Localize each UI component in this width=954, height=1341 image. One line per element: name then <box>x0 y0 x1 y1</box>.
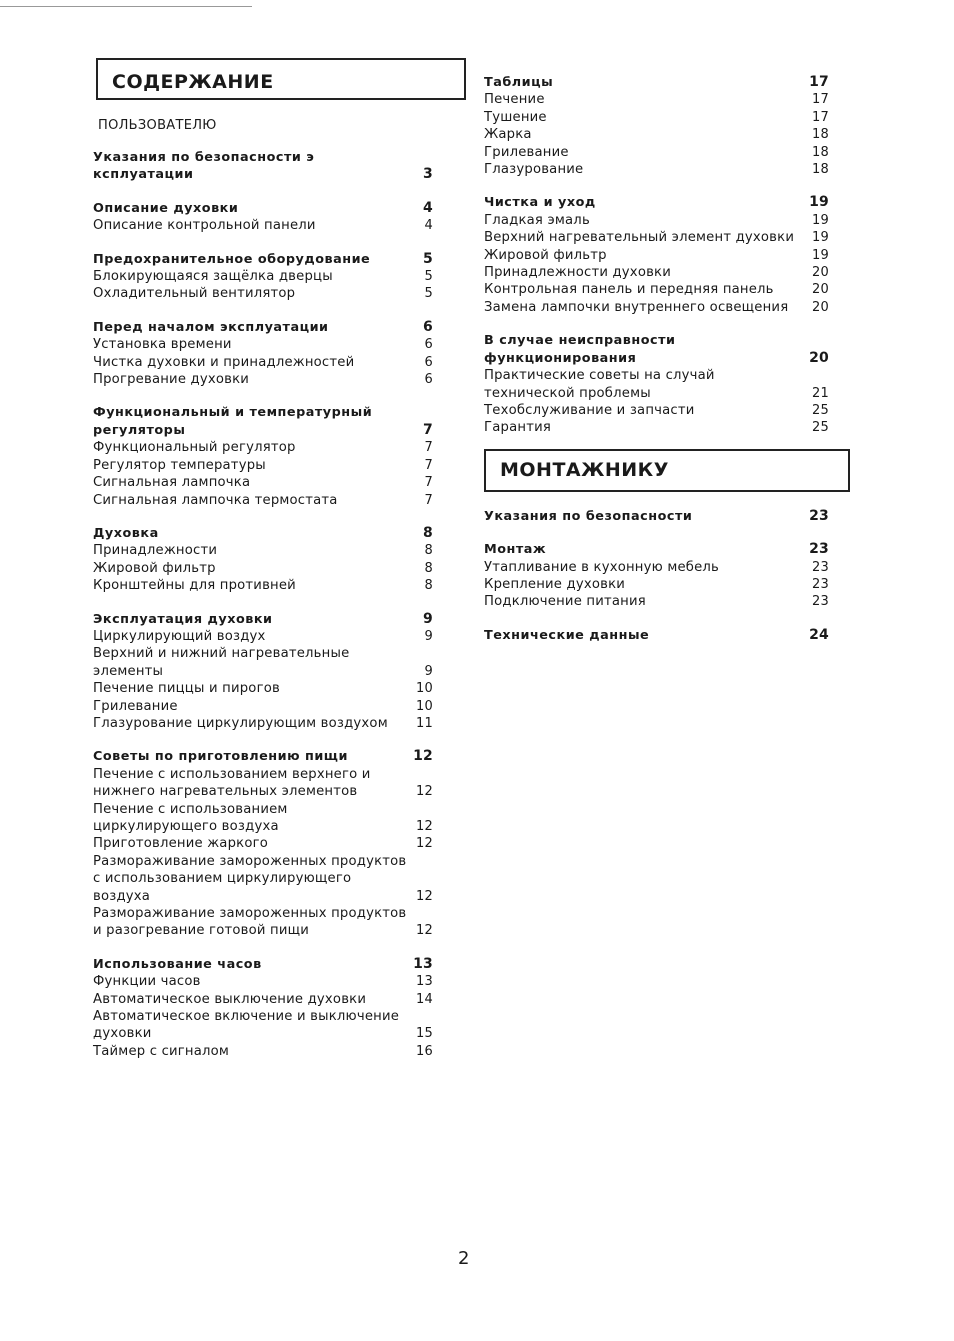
toc-entry-page: 17 <box>812 92 829 108</box>
toc-entry <box>93 715 433 732</box>
toc-entry-text: Регулятор температуры <box>93 457 266 473</box>
toc-entry-text: Верхний и нижний нагревательные элементы <box>93 646 350 679</box>
toc-entry <box>484 264 829 281</box>
toc-entry-page: 20 <box>812 282 829 298</box>
toc-section-title: Монтаж <box>484 542 547 558</box>
toc-section-heading <box>93 956 433 973</box>
toc-entry <box>93 973 433 990</box>
toc-section-page: 4 <box>423 199 433 216</box>
toc-entry-page: 25 <box>812 402 829 418</box>
toc-entry <box>93 645 433 680</box>
toc-section-heading <box>484 541 829 558</box>
installer-toc-sections <box>484 508 829 644</box>
toc-entry-page: 21 <box>812 385 829 401</box>
toc-section-page: 6 <box>423 318 433 335</box>
toc-section-page: 3 <box>423 166 433 183</box>
toc-entry-text: Принадлежности <box>93 543 218 559</box>
toc-entry-page: 8 <box>424 578 433 594</box>
toc-entry-text: Жировой фильтр <box>484 247 607 263</box>
toc-section-page: 12 <box>413 748 433 765</box>
toc-entry-page: 9 <box>424 628 433 644</box>
toc-section-heading <box>93 200 433 217</box>
toc-entry-page: 7 <box>424 492 433 508</box>
toc-entry-page: 15 <box>416 1026 433 1042</box>
toc-entry-text: Печение пиццы и пирогов <box>93 681 280 697</box>
toc-entry-text: Установка времени <box>93 337 232 353</box>
toc-entry-page: 20 <box>812 299 829 315</box>
toc-section-heading <box>484 508 829 525</box>
user-caption: ПОЛЬЗОВАТЕЛЮ <box>98 118 217 133</box>
toc-entry <box>484 576 829 593</box>
toc-entry-text: Кронштейны для противней <box>93 578 296 594</box>
toc-entry-page: 11 <box>416 715 433 731</box>
toc-entry <box>484 247 829 264</box>
toc-entry <box>484 299 829 316</box>
toc-entry <box>93 766 433 801</box>
toc-entry-page: 12 <box>416 923 433 939</box>
toc-section-heading <box>484 332 829 367</box>
toc-entry <box>93 457 433 474</box>
toc-entry-page: 16 <box>416 1043 433 1059</box>
toc-entry-page: 5 <box>424 286 433 302</box>
toc-entry-page: 20 <box>812 265 829 281</box>
toc-section <box>93 251 433 303</box>
toc-entry-page: 19 <box>812 212 829 228</box>
toc-entry <box>93 285 433 302</box>
toc-entry <box>484 419 829 436</box>
toc-section-heading <box>484 194 829 211</box>
toc-entry <box>93 542 433 559</box>
toc-entry-text: Печение с использованием верхнего и нижнего нагревательных элементов <box>93 766 371 800</box>
toc-entry <box>484 126 829 143</box>
toc-entry-page: 13 <box>416 974 433 990</box>
toc-section <box>484 332 829 436</box>
left-toc-sections <box>93 149 433 1060</box>
toc-entry-page: 12 <box>416 836 433 852</box>
toc-entry <box>93 698 433 715</box>
toc-entry-text: Циркулирующий воздух <box>93 628 266 644</box>
toc-section-page: 9 <box>423 610 433 627</box>
toc-section-title: Таблицы <box>484 75 554 90</box>
toc-entry-page: 7 <box>424 457 433 473</box>
toc-entry-text: Крепление духовки <box>484 576 626 592</box>
toc-entry-page: 23 <box>812 594 829 610</box>
toc-entry <box>93 474 433 491</box>
toc-entry-text: Печение <box>484 92 545 108</box>
toc-entry <box>484 559 829 576</box>
toc-section <box>93 149 433 184</box>
toc-section-page: 5 <box>423 250 433 267</box>
toc-entry <box>484 367 829 402</box>
toc-entry-text: Практические советы на случай технической проблемы <box>484 368 715 401</box>
toc-entry-page: 25 <box>812 420 829 436</box>
toc-entry-text: Прогревание духовки <box>93 372 250 388</box>
toc-section <box>93 748 433 939</box>
toc-section-heading <box>484 627 829 644</box>
toc-section-heading <box>93 251 433 268</box>
toc-entry-text: Контрольная панель и передняя панель <box>484 282 774 298</box>
toc-entry-text: Гарантия <box>484 420 551 436</box>
installer-title: МОНТАЖНИКУ <box>484 449 850 492</box>
toc-entry-page: 14 <box>416 991 433 1007</box>
toc-section-page: 23 <box>809 507 829 524</box>
top-rule <box>0 6 252 7</box>
toc-section <box>93 525 433 595</box>
toc-entry <box>484 161 829 178</box>
toc-entry <box>93 801 433 836</box>
toc-entry-page: 9 <box>424 663 433 679</box>
toc-section-heading <box>93 525 433 542</box>
toc-entry-text: Сигнальная лампочка термостата <box>93 492 338 508</box>
toc-entry-text: Блокирующаяся защёлка дверцы <box>93 269 333 285</box>
contents-title: СОДЕРЖАНИЕ <box>96 58 466 100</box>
toc-section-heading <box>484 74 829 91</box>
toc-section-title: Указания по безопасности <box>484 508 693 524</box>
toc-entry-text: Замена лампочки внутреннего освещения <box>484 299 789 315</box>
toc-entry <box>484 212 829 229</box>
toc-entry-text: Размораживание замороженных продуктов и разогревание готовой пищи <box>93 906 407 939</box>
toc-entry-text: Таймер с сигналом <box>93 1043 230 1059</box>
toc-entry-text: Жарка <box>484 127 532 143</box>
toc-section <box>93 319 433 389</box>
toc-entry-text: Глазурование циркулирующим воздухом <box>93 715 388 731</box>
toc-entry-page: 6 <box>424 354 433 370</box>
toc-entry-text: Размораживание замороженных продуктов с использованием циркулирующего воздуха <box>93 853 407 904</box>
toc-entry <box>93 680 433 697</box>
toc-section-title: Чистка и уход <box>484 195 596 211</box>
toc-section-heading <box>93 611 433 628</box>
toc-entry-text: Описание контрольной панели <box>93 218 316 234</box>
toc-entry <box>93 336 433 353</box>
toc-right-column <box>484 58 829 644</box>
toc-section <box>484 194 829 316</box>
toc-entry-page: 19 <box>812 247 829 263</box>
toc-entry <box>93 268 433 285</box>
toc-section-title: Использование часов <box>93 956 262 972</box>
toc-section-page: 17 <box>809 74 829 90</box>
toc-entry <box>93 439 433 456</box>
toc-entry <box>93 560 433 577</box>
toc-entry-text: Глазурование <box>484 162 584 178</box>
toc-section-title: Эксплуатация духовки <box>93 611 273 627</box>
toc-entry-page: 12 <box>416 819 433 834</box>
toc-entry <box>484 402 829 419</box>
toc-entry <box>484 229 829 246</box>
toc-left-column <box>93 58 433 1060</box>
toc-entry-page: 6 <box>424 372 433 388</box>
toc-entry <box>93 492 433 509</box>
toc-entry <box>93 577 433 594</box>
toc-entry <box>93 628 433 645</box>
toc-section-title: Описание духовки <box>93 200 239 216</box>
toc-entry-text: Подключение питания <box>484 594 646 610</box>
toc-section-title: Функциональный и температурный регуляторы <box>93 405 373 438</box>
toc-section-title: Технические данные <box>484 627 650 643</box>
toc-section-heading <box>93 748 433 765</box>
toc-entry <box>93 371 433 388</box>
toc-entry-page: 4 <box>424 218 433 234</box>
toc-entry <box>93 217 433 234</box>
toc-section-title: Перед началом эксплуатации <box>93 319 329 335</box>
toc-entry-text: Техобслуживание и запчасти <box>484 402 695 418</box>
toc-entry-page: 10 <box>416 681 433 697</box>
toc-entry-page: 7 <box>424 440 433 456</box>
toc-entry-page: 18 <box>812 162 829 178</box>
toc-entry <box>93 853 433 905</box>
toc-entry-page: 12 <box>416 888 433 904</box>
toc-entry <box>93 1008 433 1043</box>
toc-section-page: 24 <box>809 626 829 643</box>
toc-entry-page: 10 <box>416 698 433 714</box>
toc-entry-page: 5 <box>424 269 433 285</box>
toc-section <box>93 611 433 733</box>
toc-entry-page: 18 <box>812 144 829 160</box>
toc-entry-text: Принадлежности духовки <box>484 265 671 281</box>
toc-entry <box>93 835 433 852</box>
toc-section-title: Указания по безопасности э ксплуатации <box>93 150 315 183</box>
toc-section-page: 20 <box>809 349 829 366</box>
toc-section <box>484 627 829 644</box>
toc-section-title: В случае неисправности функционирования <box>484 333 676 366</box>
toc-entry-text: Приготовление жаркого <box>93 836 268 852</box>
toc-entry-page: 23 <box>812 559 829 575</box>
toc-entry-page: 17 <box>812 109 829 125</box>
toc-entry-text: Грилевание <box>93 698 178 714</box>
toc-section-title: Духовка <box>93 525 159 541</box>
toc-entry-page: 12 <box>416 784 433 800</box>
toc-entry <box>484 281 829 298</box>
toc-section <box>484 541 829 611</box>
toc-entry-page: 8 <box>424 560 433 576</box>
toc-section-page: 8 <box>423 524 433 541</box>
toc-entry-text: Функциональный регулятор <box>93 440 296 456</box>
toc-entry-text: Сигнальная лампочка <box>93 475 251 491</box>
toc-entry-page: 6 <box>424 337 433 353</box>
page-number: 2 <box>458 1248 470 1269</box>
toc-entry-text: Жировой фильтр <box>93 560 216 576</box>
toc-entry-text: Гладкая эмаль <box>484 212 590 228</box>
toc-entry-text: Тушение <box>484 109 547 125</box>
toc-entry-page: 23 <box>812 576 829 592</box>
toc-section <box>93 404 433 508</box>
toc-section <box>93 200 433 235</box>
toc-entry-text: Автоматическое выключение духовки <box>93 991 367 1007</box>
toc-entry <box>93 354 433 371</box>
toc-section-page: 7 <box>423 421 433 438</box>
toc-section-heading <box>93 149 433 184</box>
toc-section-heading <box>93 404 433 439</box>
toc-section-page: 13 <box>413 955 433 972</box>
toc-entry-text: Охладительный вентилятор <box>93 286 296 302</box>
toc-section-page: 19 <box>809 194 829 211</box>
toc-section-page: 23 <box>809 541 829 558</box>
toc-entry-text: Чистка духовки и принадлежностей <box>93 354 355 370</box>
toc-entry <box>93 991 433 1008</box>
toc-entry <box>484 144 829 161</box>
toc-entry <box>93 1043 433 1060</box>
toc-section <box>93 956 433 1060</box>
toc-entry <box>93 905 433 940</box>
toc-entry-text: Печение с использованием циркулирующего воздуха <box>93 801 288 834</box>
toc-entry-text: Грилевание <box>484 144 569 160</box>
toc-entry <box>484 109 829 126</box>
toc-section-title: Предохранительное оборудование <box>93 251 371 267</box>
toc-entry-text: Утапливание в кухонную мебель <box>484 559 720 575</box>
right-toc-sections <box>484 74 829 437</box>
toc-entry-text: Верхний нагревательный элемент духовки <box>484 230 795 246</box>
toc-section-title: Советы по приготовлению пищи <box>93 749 348 765</box>
toc-entry-page: 8 <box>424 543 433 559</box>
toc-entry-text: Автоматическое включение и выключение духовки <box>93 1009 400 1042</box>
toc-entry-text: Функции часов <box>93 974 201 990</box>
toc-entry-page: 18 <box>812 127 829 143</box>
toc-entry-page: 7 <box>424 475 433 491</box>
toc-section-heading <box>93 319 433 336</box>
toc-section <box>484 508 829 525</box>
toc-entry-page: 19 <box>812 230 829 246</box>
toc-section <box>484 74 829 178</box>
toc-entry <box>484 91 829 108</box>
toc-entry <box>484 593 829 610</box>
